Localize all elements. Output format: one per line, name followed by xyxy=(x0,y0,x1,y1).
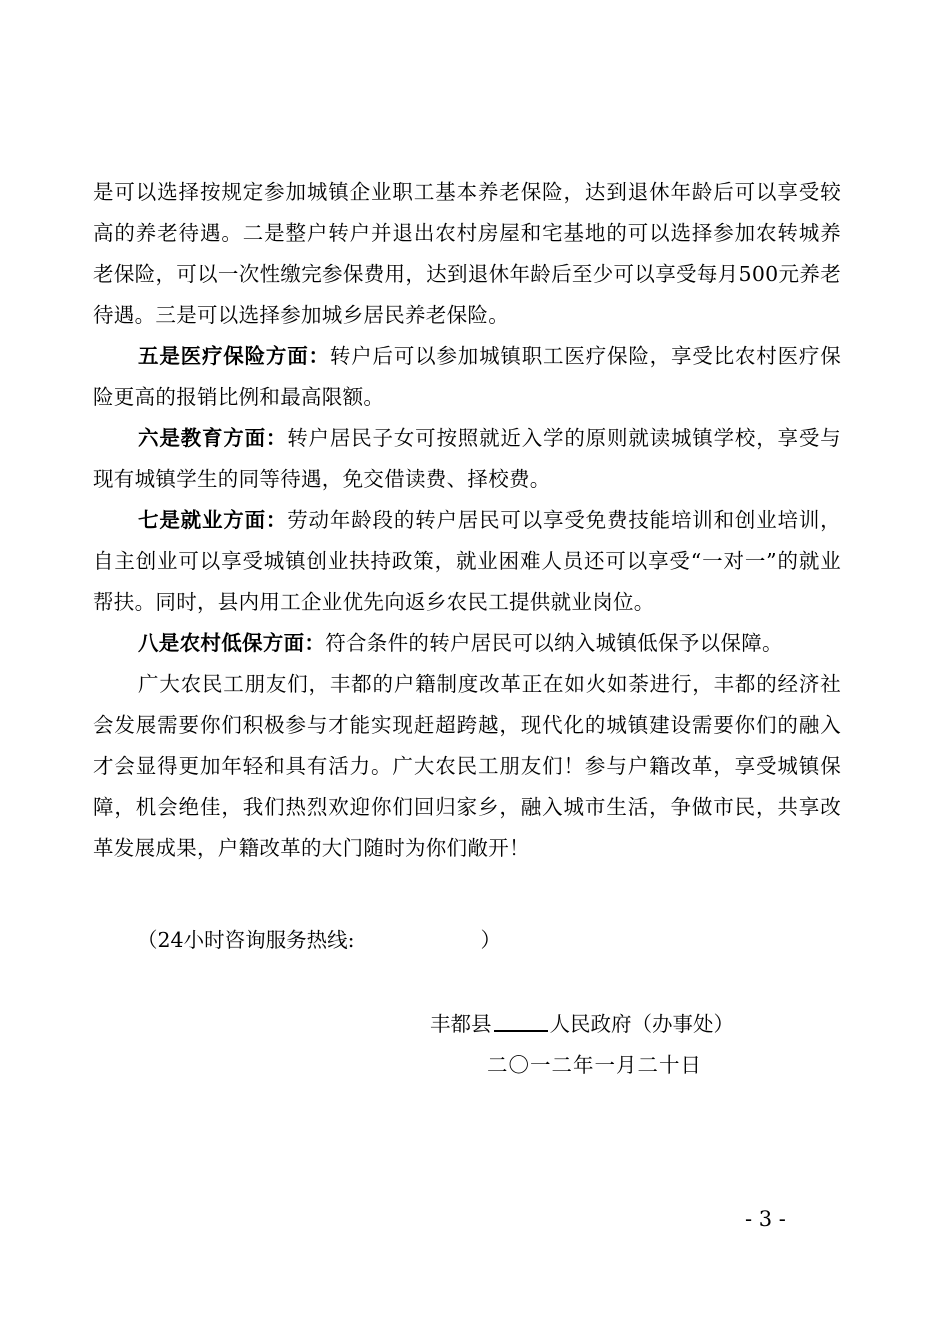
paragraph-lead: 七是就业方面： xyxy=(138,508,288,532)
education-paragraph xyxy=(93,418,841,500)
page-number: - 3 - xyxy=(745,1207,786,1231)
paragraph-text: 转户后可以参加城镇职工医疗保险，享受比农村医疗保险更高的报销比例和最高限额。 xyxy=(93,344,841,409)
employment-paragraph xyxy=(93,500,841,623)
pension-continuation-paragraph xyxy=(93,172,841,336)
paragraph-text: 是可以选择按规定参加城镇企业职工基本养老保险，达到退休年龄后可以享受较高的养老待遇。二是整户转户并退出农村房屋和宅基地的可以选择参加农转城养老保险，可以一次性缴完参保费用，达到退休年龄后至少可以享受每月500元养老待遇。三是可以选择参加城乡居民养老保险。 xyxy=(93,180,841,327)
rural-subsistence-paragraph xyxy=(93,623,841,664)
hotline-line xyxy=(137,920,501,961)
signature-prefix: 丰都县 xyxy=(430,1012,492,1036)
signature-suffix: 人民政府（办事处） xyxy=(549,1012,734,1036)
hotline-close-paren: ） xyxy=(480,928,501,952)
paragraph-lead: 八是农村低保方面： xyxy=(138,631,326,655)
issuer-signature xyxy=(430,1004,734,1045)
paragraph-text: 转户居民子女可按照就近入学的原则就读城镇学校，享受与现有城镇学生的同等待遇，免交借读费、择校费。 xyxy=(93,426,841,491)
medical-insurance-paragraph xyxy=(93,336,841,418)
paragraph-lead: 五是医疗保险方面： xyxy=(138,344,330,368)
closing-appeal-paragraph xyxy=(93,664,841,869)
signature-underline-blank xyxy=(494,1010,548,1032)
paragraph-lead: 六是教育方面： xyxy=(138,426,288,450)
hotline-label: （24小时咨询服务热线: xyxy=(137,928,355,952)
paragraph-text: 符合条件的转户居民可以纳入城镇低保予以保障。 xyxy=(325,631,783,655)
paragraph-text: 广大农民工朋友们，丰都的户籍制度改革正在如火如荼进行，丰都的经济社会发展需要你们积极参与才能实现赶超跨越，现代化的城镇建设需要你们的融入才会显得更加年轻和具有活力。广大农民工朋友们！参与户籍改革，享受城镇保障，机会绝佳，我们热烈欢迎你们回归家乡，融入城市生活，争做市民，共享改革发展成果，户籍改革的大门随时为你们敞开！ xyxy=(93,672,841,860)
issue-date: 二〇一二年一月二十日 xyxy=(487,1053,702,1077)
paragraph-text: 劳动年龄段的转户居民可以享受免费技能培训和创业培训，自主创业可以享受城镇创业扶持政策，就业困难人员还可以享受“一对一”的就业帮扶。同时，县内用工企业优先向返乡农民工提供就业岗位。 xyxy=(93,508,841,614)
document-body xyxy=(93,172,841,869)
